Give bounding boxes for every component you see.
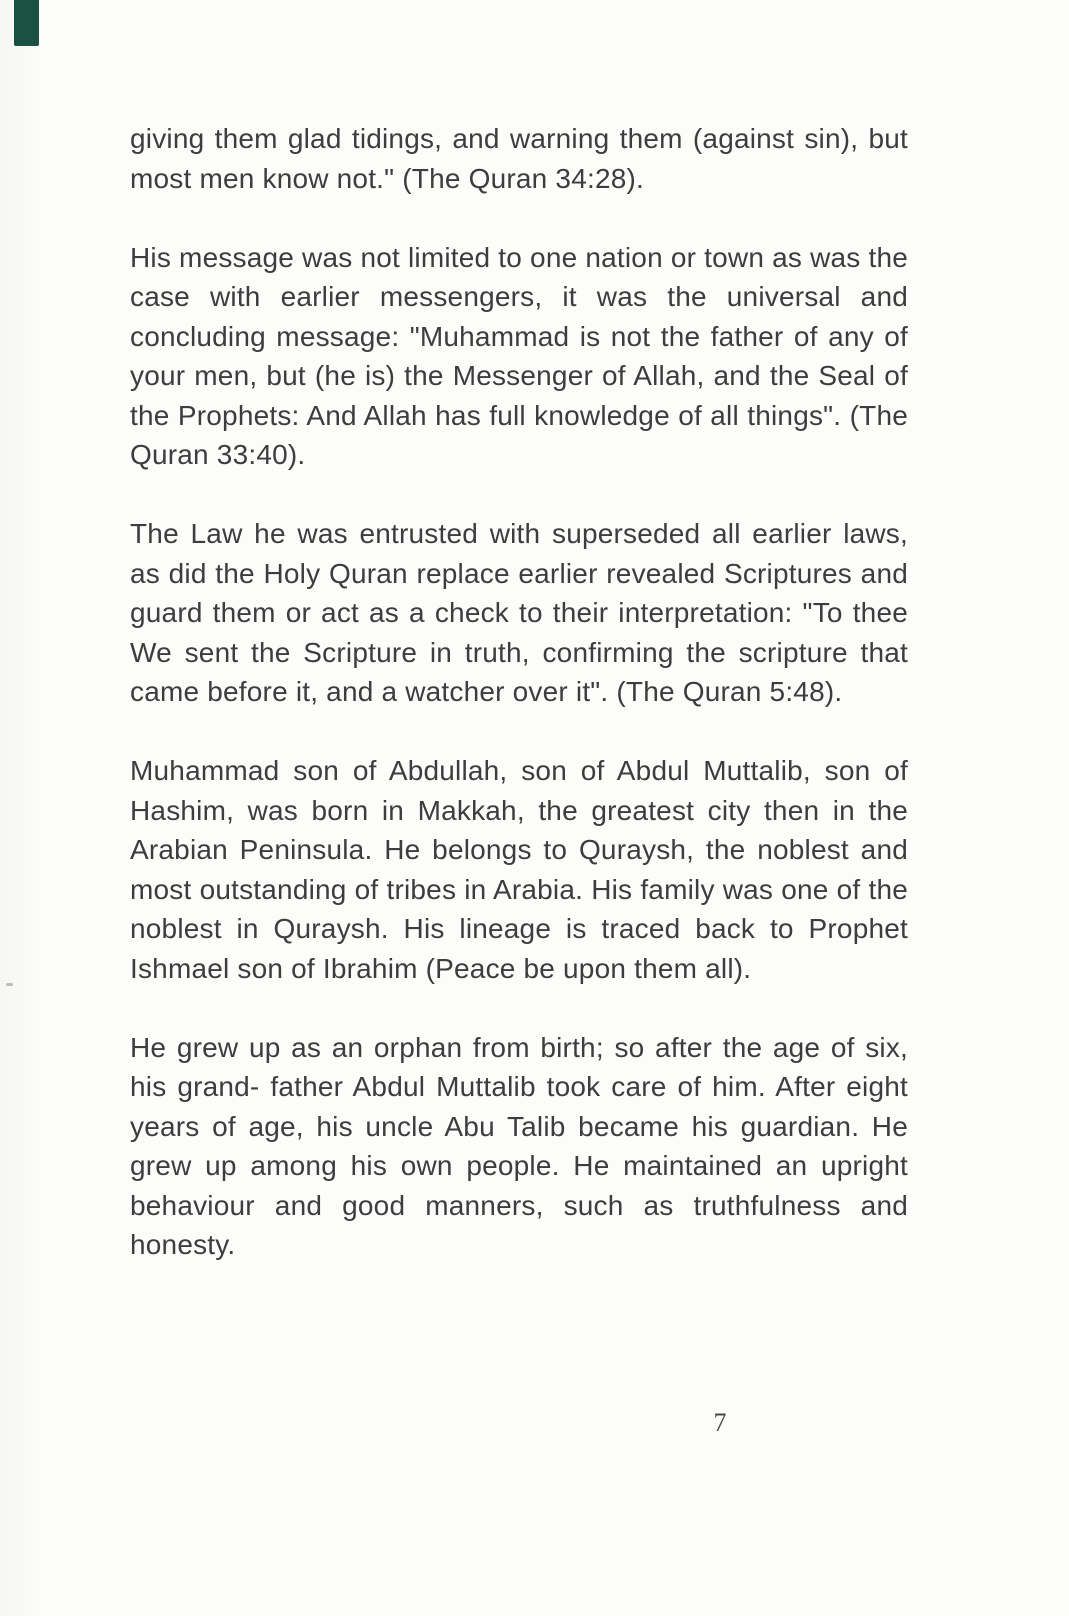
paragraph: Muhammad son of Abdullah, son of Abdul Muttalib, son of Hashim, was born in Makkah, the greatest city then in the Arabian Peninsula. He belongs to Quraysh, the noblest and most outstanding of tribes in Arabia. His family was one of the noblest in Quraysh. His lineage is traced back to Prophet Ishmael son of Ibrahim (Peace be upon them all). <box>130 755 908 984</box>
text-column <box>130 119 908 1265</box>
paragraph: The Law he was entrusted with superseded all earlier laws, as did the Holy Quran replace earlier revealed Scriptures and guard them or act as a check to their interpretation: "To thee We sent the Scripture in truth, confirming the scripture that came before it, and a watcher over it". (The Quran 5:48). <box>130 518 908 707</box>
scan-speck <box>6 983 13 986</box>
paragraph: giving them glad tidings, and warning them (against sin), but most men know not." (The Quran 34:28). <box>130 123 908 194</box>
page-number: 7 <box>713 1408 727 1437</box>
paragraph: His message was not limited to one nation or town as was the case with earlier messengers, it was the universal and concluding message: "Muhammad is not the father of any of your men, but (he is) the Messenger of Allah, and the Seal of the Prophets: And Allah has full knowledge of all things". (The Quran 33:40). <box>130 241 908 470</box>
corner-mark <box>14 0 39 46</box>
paragraph: He grew up as an orphan from birth; so after the age of six, his grand- father Abdul Muttalib took care of him. After eight years of age, his uncle Abu Talib became his guardian. He grew up among his own people. He maintained an upright behaviour and good manners, such as truthfulness and honesty. <box>130 1031 908 1260</box>
